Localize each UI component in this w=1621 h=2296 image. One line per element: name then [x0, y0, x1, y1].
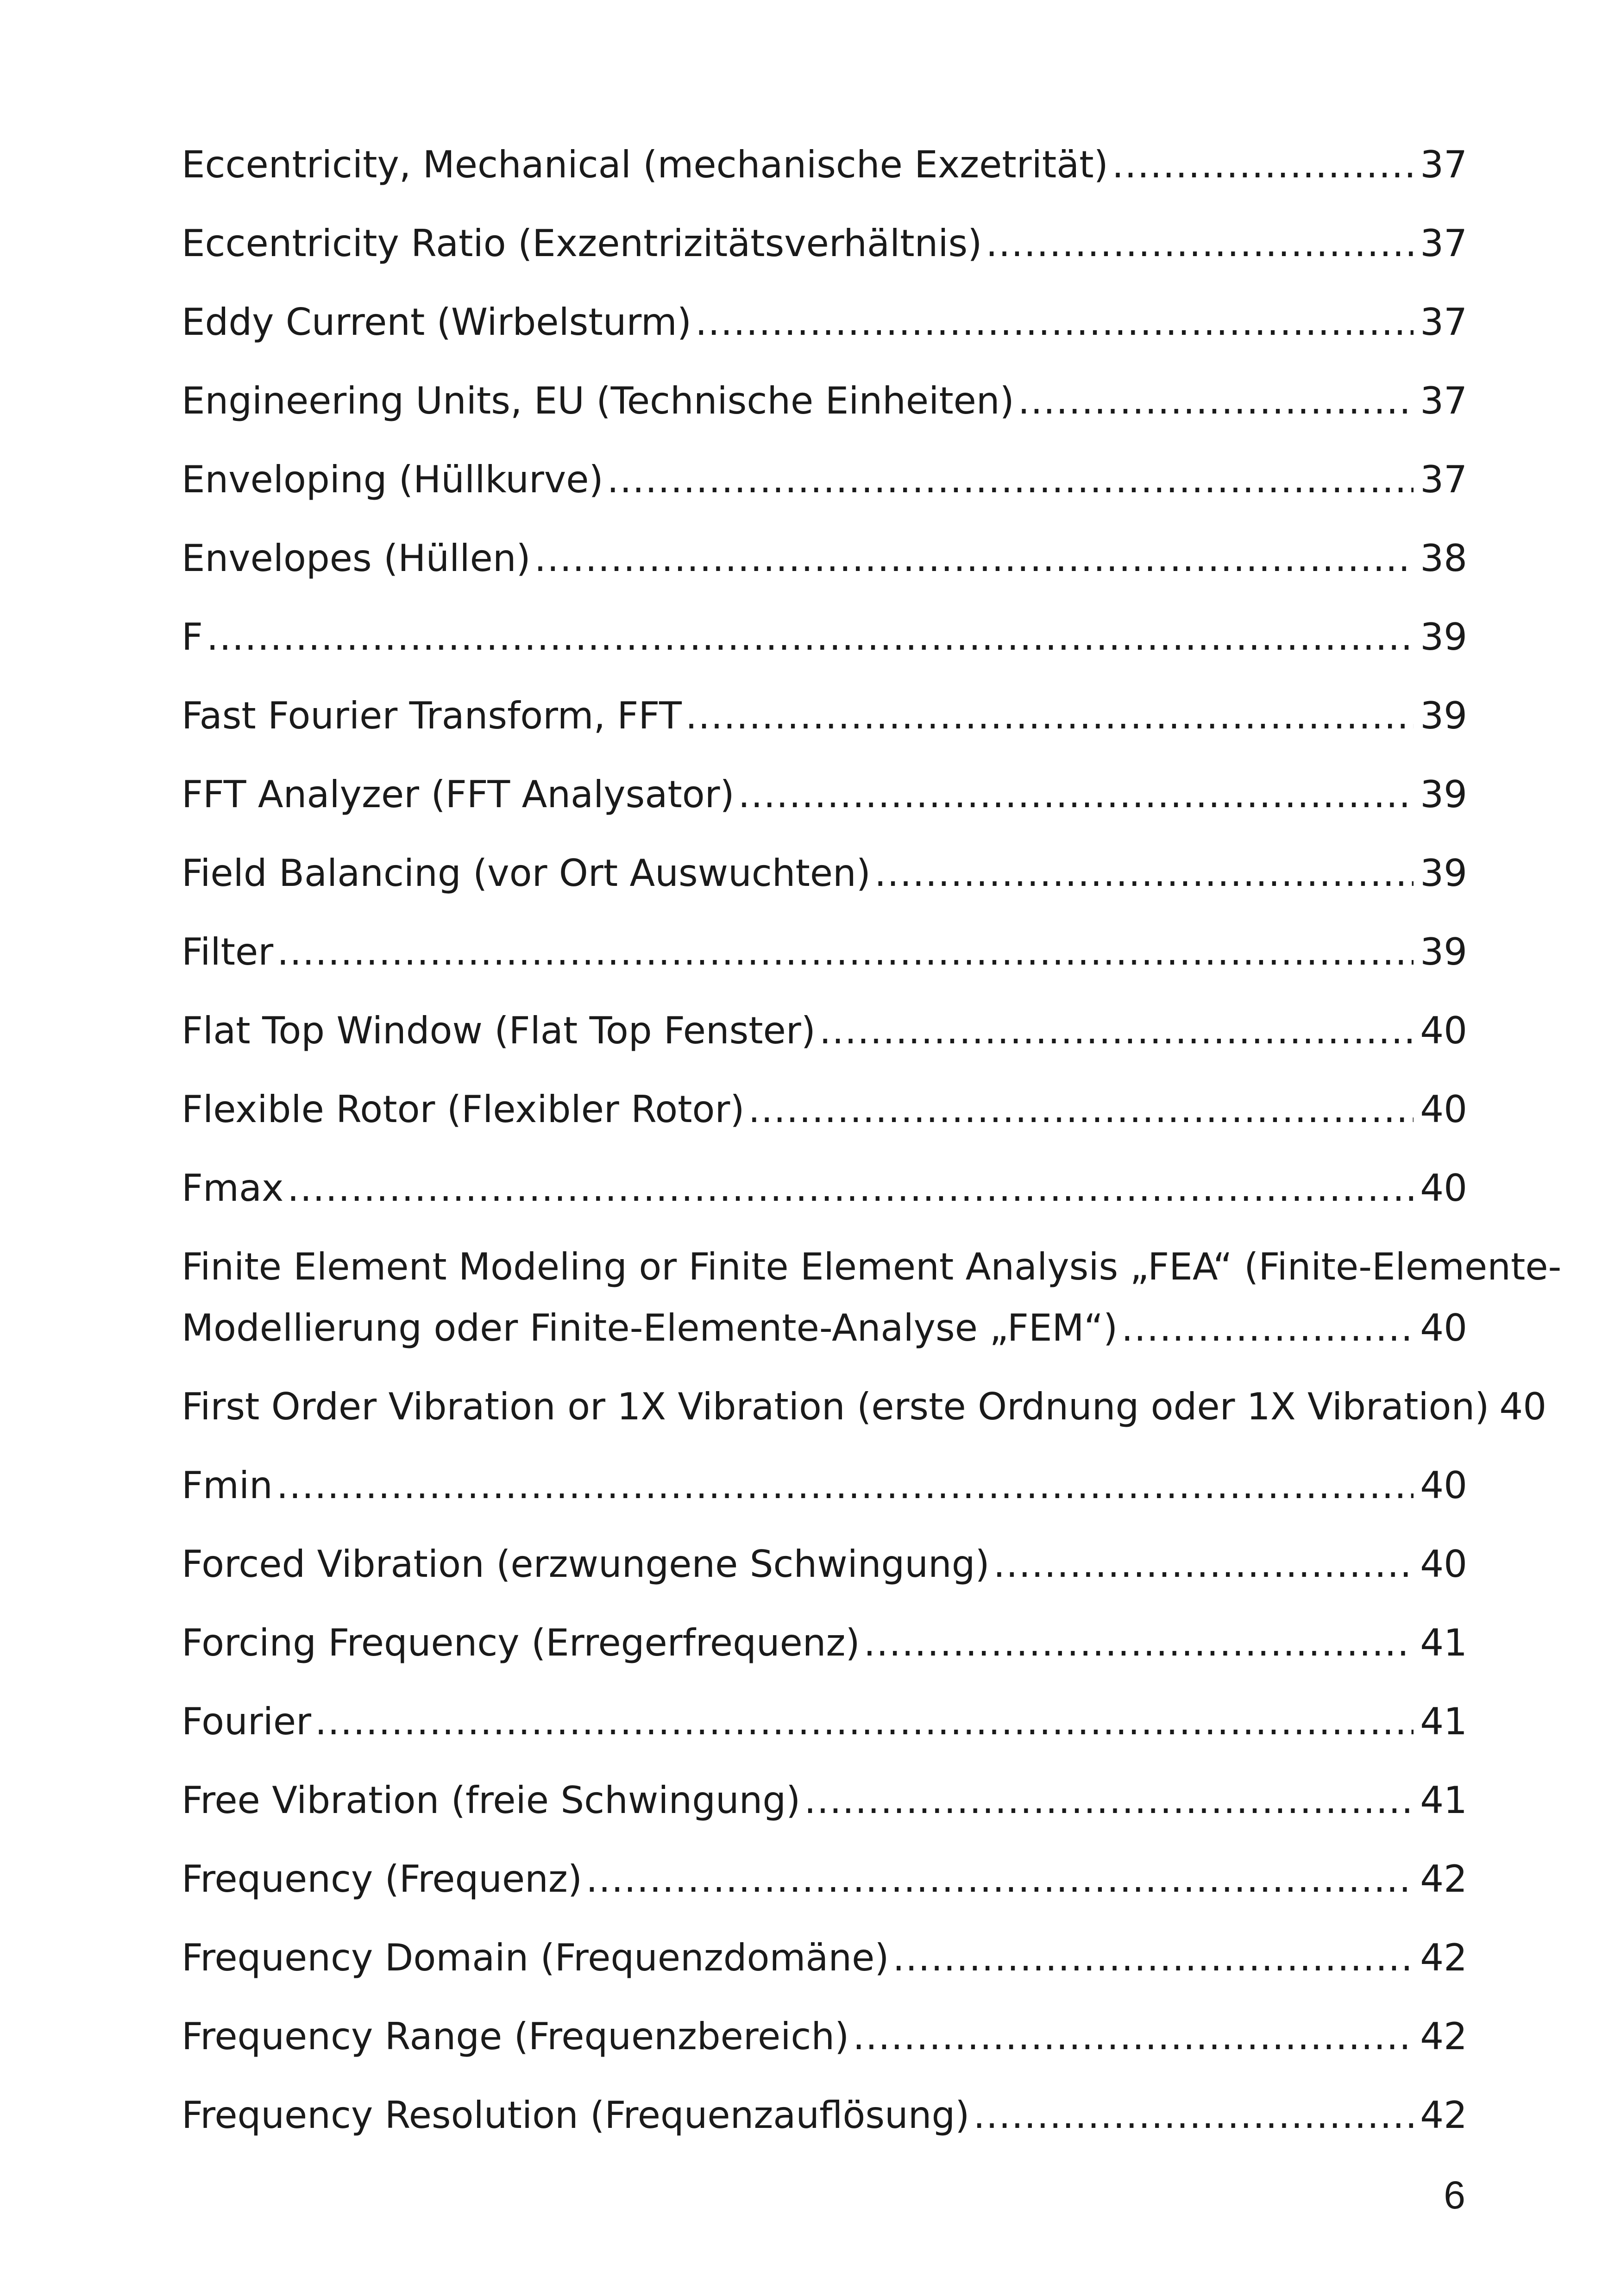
- toc-entry-title: Eddy Current (Wirbelsturm): [182, 292, 695, 353]
- toc-entry-page: 42: [1420, 2015, 1467, 2058]
- dot-leader: [534, 528, 1414, 589]
- toc-entry-page: 38: [1420, 537, 1467, 580]
- toc-entry[interactable]: [182, 764, 1467, 825]
- toc-entry-title: Fmax: [182, 1158, 287, 1219]
- toc-entry[interactable]: [182, 1534, 1467, 1595]
- dot-leader: [993, 1534, 1414, 1595]
- toc-entry[interactable]: [182, 213, 1467, 274]
- dot-leader: [586, 1849, 1414, 1910]
- dot-leader: [893, 1927, 1414, 1989]
- toc-entry-title: Fmin: [182, 1455, 276, 1516]
- toc-entry-title: Enveloping (Hüllkurve): [182, 449, 607, 510]
- toc-entry[interactable]: [182, 449, 1467, 510]
- toc-entry[interactable]: [182, 370, 1467, 432]
- dot-leader: [1018, 370, 1414, 432]
- toc-entry-page: 37: [1420, 379, 1467, 422]
- dot-leader: [315, 1691, 1414, 1752]
- toc-entry[interactable]: [182, 1770, 1467, 1831]
- toc-entry-title: FFT Analyzer (FFT Analysator): [182, 764, 738, 825]
- toc-entry-page: 37: [1420, 301, 1467, 344]
- table-of-contents: [182, 134, 1562, 2164]
- dot-leader: [738, 764, 1414, 825]
- toc-entry-title: F: [182, 607, 207, 668]
- dot-leader: [748, 1079, 1414, 1140]
- toc-entry-page: 41: [1420, 1621, 1467, 1664]
- toc-entry-title: Frequency (Frequenz): [182, 1849, 586, 1910]
- dot-leader: [973, 2085, 1414, 2146]
- toc-entry-title: Flexible Rotor (Flexibler Rotor): [182, 1079, 748, 1140]
- toc-entry[interactable]: [182, 922, 1467, 983]
- toc-entry[interactable]: [182, 1927, 1467, 1989]
- toc-entry[interactable]: [182, 843, 1467, 904]
- toc-entry[interactable]: [182, 2085, 1467, 2146]
- toc-entry-page: 37: [1420, 143, 1467, 186]
- toc-entry-title: Forced Vibration (erzwungene Schwingung): [182, 1534, 993, 1595]
- dot-leader: [853, 2006, 1414, 2067]
- toc-entry[interactable]: [182, 134, 1467, 195]
- dot-leader: [986, 213, 1414, 274]
- toc-entry-page: 40: [1420, 1088, 1467, 1131]
- toc-entry-title: Forcing Frequency (Erregerfrequenz): [182, 1612, 864, 1674]
- toc-entry-page: 42: [1420, 1857, 1467, 1901]
- dot-leader: [276, 1455, 1414, 1516]
- toc-entry[interactable]: [182, 685, 1467, 747]
- toc-entry[interactable]: [182, 1455, 1467, 1516]
- page-number: 6: [1444, 2173, 1465, 2217]
- toc-entry[interactable]: [182, 607, 1467, 668]
- dot-leader: [287, 1158, 1414, 1219]
- dot-leader: [1121, 1298, 1414, 1359]
- toc-entry-title: Engineering Units, EU (Technische Einheiten): [182, 370, 1018, 432]
- dot-leader: [607, 449, 1414, 510]
- toc-entry-page: 37: [1420, 222, 1467, 265]
- toc-entry-title: Frequency Domain (Frequenzdomäne): [182, 1927, 893, 1989]
- dot-leader: [819, 1000, 1414, 1061]
- toc-entry-page: 40: [1420, 1543, 1467, 1586]
- toc-entry-page: 39: [1420, 694, 1467, 737]
- toc-entry-page: 40: [1420, 1464, 1467, 1507]
- toc-entry-page: 40: [1420, 1009, 1467, 1052]
- toc-entry-page: 40: [1420, 1167, 1467, 1210]
- dot-leader: [804, 1770, 1414, 1831]
- toc-entry-title: Flat Top Window (Flat Top Fenster): [182, 1000, 819, 1061]
- toc-entry[interactable]: [182, 1849, 1467, 1910]
- toc-entry-page: 40: [1499, 1385, 1547, 1428]
- toc-entry[interactable]: [182, 1079, 1467, 1140]
- toc-entry-page: 39: [1420, 930, 1467, 973]
- dot-leader: [695, 292, 1414, 353]
- toc-entry-page: 39: [1420, 852, 1467, 895]
- toc-entry-page: 39: [1420, 615, 1467, 659]
- toc-entry-title: Eccentricity, Mechanical (mechanische Exzetrität): [182, 134, 1112, 195]
- toc-entry-title: First Order Vibration or 1X Vibration (erste Ordnung oder 1X Vibration): [182, 1376, 1493, 1437]
- toc-entry-page: 42: [1420, 1936, 1467, 1979]
- toc-entry-title-line1: Finite Element Modeling or Finite Element Analysis „FEA“ (Finite-Elemente-: [182, 1245, 1562, 1288]
- toc-entry-page: 40: [1420, 1306, 1467, 1349]
- toc-entry-title-line2: Modellierung oder Finite-Elemente-Analyse „FEM“): [182, 1298, 1121, 1359]
- toc-entry[interactable]: [182, 2006, 1467, 2067]
- toc-entry[interactable]: [182, 1376, 1547, 1437]
- dot-leader: [864, 1612, 1414, 1674]
- toc-entry-title: Fourier: [182, 1691, 315, 1752]
- toc-entry[interactable]: [182, 528, 1467, 589]
- toc-entry-page: 39: [1420, 773, 1467, 816]
- toc-entry-page: 42: [1420, 2094, 1467, 2137]
- toc-entry-page: 41: [1420, 1700, 1467, 1743]
- toc-entry[interactable]: [182, 1000, 1467, 1061]
- toc-entry-title: Field Balancing (vor Ort Auswuchten): [182, 843, 874, 904]
- dot-leader: [277, 922, 1414, 983]
- toc-entry-title: Envelopes (Hüllen): [182, 528, 534, 589]
- dot-leader: [207, 607, 1414, 668]
- dot-leader: [685, 685, 1414, 747]
- toc-entry[interactable]: [182, 1612, 1467, 1674]
- dot-leader: [1112, 134, 1414, 195]
- toc-entry-page: 41: [1420, 1779, 1467, 1822]
- dot-leader: [874, 843, 1414, 904]
- toc-entry-page: 37: [1420, 458, 1467, 501]
- toc-entry-title: Fast Fourier Transform, FFT: [182, 685, 685, 747]
- toc-entry-title: Filter: [182, 922, 277, 983]
- toc-entry[interactable]: [182, 1158, 1467, 1219]
- toc-entry-title: Frequency Range (Frequenzbereich): [182, 2006, 853, 2067]
- toc-entry[interactable]: [182, 1691, 1467, 1752]
- toc-entry-title: Eccentricity Ratio (Exzentrizitätsverhältnis): [182, 213, 986, 274]
- toc-entry[interactable]: [182, 1236, 1562, 1359]
- toc-entry-title: Free Vibration (freie Schwingung): [182, 1770, 804, 1831]
- toc-entry-title: Frequency Resolution (Frequenzauflösung): [182, 2085, 973, 2146]
- toc-entry[interactable]: [182, 292, 1467, 353]
